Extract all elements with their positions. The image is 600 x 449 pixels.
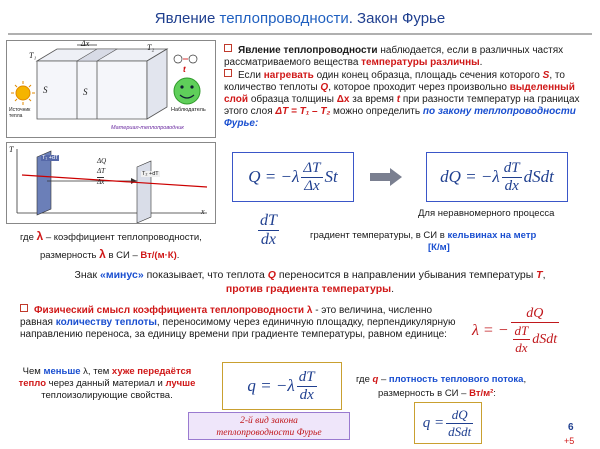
lambda-formula: λ = − dQ $\frac{dT}{dx}$ dSdt bbox=[472, 306, 558, 355]
t-red-label: t bbox=[183, 65, 186, 74]
dx-frac-label: Δx bbox=[97, 178, 105, 186]
gradient-units: [К/м] bbox=[428, 242, 450, 253]
q-definition-formula: q = $\frac{dQ}{\text{dSdt}}$ bbox=[414, 402, 482, 444]
t-axis-label: T bbox=[9, 145, 14, 154]
material-caption: Материал-теплопроводник bbox=[111, 125, 184, 131]
bullet-marker bbox=[224, 44, 232, 52]
second-law-caption: 2-й вид закона теплопроводности Фурье bbox=[188, 412, 350, 440]
smiley-icon bbox=[174, 78, 200, 104]
bullet-marker bbox=[20, 304, 28, 312]
gradient-fraction: $\frac{dT}{dx}$ bbox=[260, 212, 277, 248]
lambda-definition: где λ – коэффициент теплопроводности, bbox=[20, 229, 202, 243]
clock-icon bbox=[174, 55, 182, 63]
s-left-label: S bbox=[43, 85, 48, 95]
t2-dt-label: T₂ +dT bbox=[142, 171, 159, 177]
page-title: Явление теплопроводности. Закон Фурье bbox=[154, 10, 446, 27]
sun-caption: Источник тепла bbox=[9, 107, 31, 119]
fourier-law-formula: Q = −λ $\frac{\Delta T}{\Delta x}$ St bbox=[232, 152, 354, 202]
nonuniform-caption: Для неравномерного процесса bbox=[418, 208, 555, 219]
diagram-svg bbox=[7, 41, 215, 137]
heat-flux-definition: где q – плотность теплового потока, bbox=[356, 374, 527, 385]
bullet-marker bbox=[224, 69, 232, 77]
heat-flux-units: размерность в СИ – Вт/м²: bbox=[378, 388, 496, 399]
s-mid-label: S bbox=[83, 87, 88, 97]
sun-icon bbox=[16, 86, 30, 100]
bullet-physical-meaning: Физический смысл коэффициента теплопроводности λ - это величина, численно равная количеству теплоты, переносимому через единичную площадку, перпендикулярную направлению переноса, за единицу времени при градиенте температуры, равном единице: bbox=[20, 305, 456, 340]
lambda-units: размерность λ в СИ – Вт/(м·К). bbox=[40, 247, 180, 261]
x-axis-label: x bbox=[201, 207, 205, 216]
observer-caption: Наблюдатель bbox=[171, 107, 206, 113]
page-number: 6 bbox=[568, 422, 574, 433]
temperature-layer-diagram bbox=[6, 142, 216, 224]
t1-label: T₁ bbox=[29, 51, 37, 60]
heat-flux-formula: q = −λ $\frac{dT}{dx}$ bbox=[222, 362, 342, 410]
differential-fourier-formula: dQ = −λ $\frac{dT}{dx}$ dSdt bbox=[426, 152, 568, 202]
less-lambda-text: Чем меньше λ, тем хуже передаётся тепло через данный материал и лучше теплоизолирующие свойства. bbox=[18, 366, 196, 401]
title-divider bbox=[8, 33, 592, 35]
t1-dt-label: T₁ +dT bbox=[42, 155, 59, 161]
layer-svg bbox=[7, 143, 215, 223]
heat-conduction-diagram bbox=[6, 40, 216, 138]
minus-sign-explanation: Знак «минус» показывает, что теплота Q переносится в направлении убывания температуры T, против градиента температуры. bbox=[74, 269, 546, 295]
dx-label: Δx bbox=[81, 39, 90, 48]
dt-label: ΔT bbox=[97, 167, 106, 175]
bullet-heating: Если нагревать один конец образца, площадь сечения которого S, то количество теплоты Q, которое проходит через произвольно выделенный слой образца толщины Δx за время t при разности температур на границах этого слоя ΔT = T₁ – T₂ можно определить по закону теплопроводности Фурье: bbox=[224, 70, 580, 129]
dq-label: ΔQ bbox=[97, 157, 107, 165]
bullet-thermal-conductivity: Явление теплопроводности наблюдается, если в различных частях рассматриваемого вещества температуры различны. bbox=[224, 45, 564, 68]
gradient-description: градиент температуры, в СИ в кельвинах на метр bbox=[310, 230, 537, 241]
t2-label: T₂ bbox=[147, 43, 155, 52]
arrow-icon bbox=[370, 168, 402, 191]
plus-five-label: +5 bbox=[564, 436, 575, 446]
